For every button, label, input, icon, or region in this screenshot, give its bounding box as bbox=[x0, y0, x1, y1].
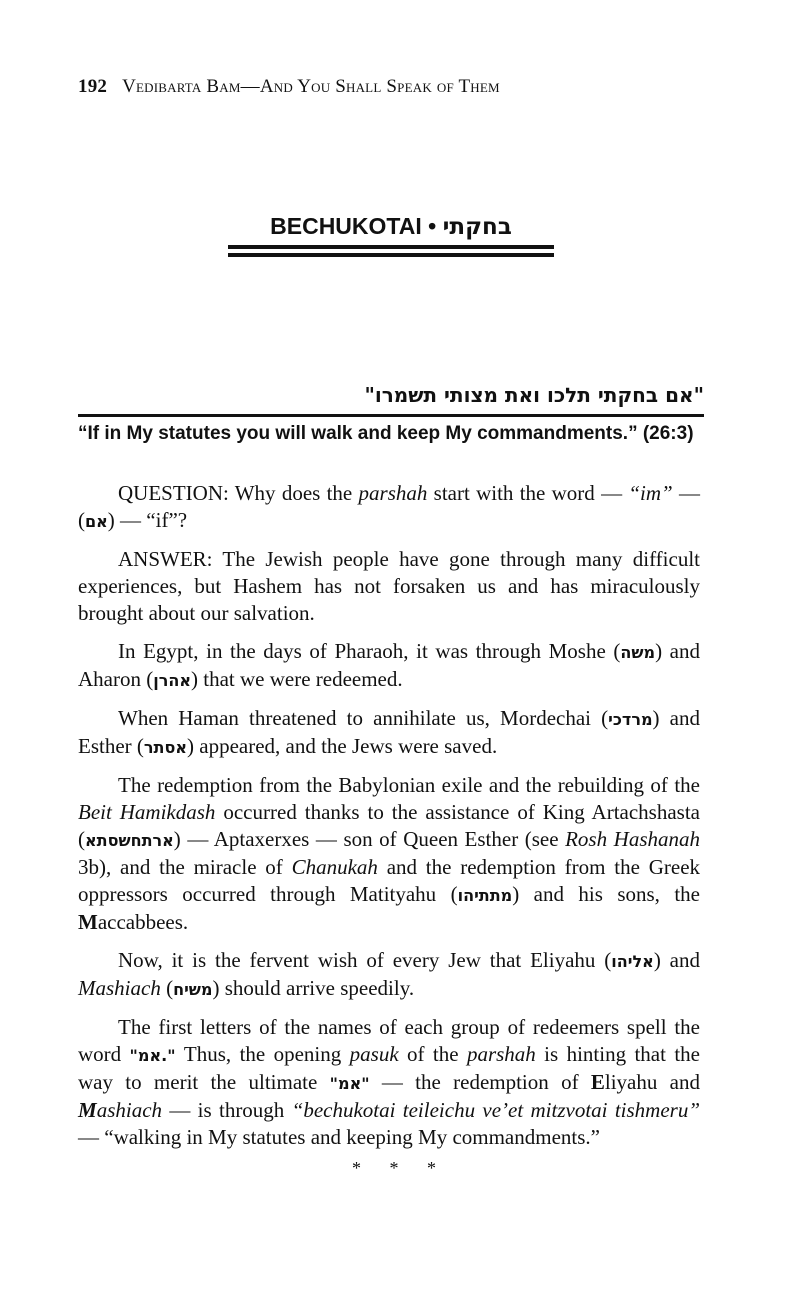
verse-rule bbox=[78, 414, 704, 417]
hebrew-word: אליהו bbox=[611, 952, 654, 971]
text: occurred thanks to the assistance of King Artachshasta ( bbox=[78, 800, 700, 851]
text: start with the word — bbox=[427, 481, 629, 505]
text: ) and his sons, the bbox=[512, 882, 700, 906]
hebrew-word: אהרן bbox=[153, 671, 191, 690]
text-bold: M bbox=[78, 910, 98, 934]
text: — is through bbox=[162, 1098, 292, 1122]
hebrew-word: אסתר bbox=[143, 738, 187, 757]
text-italic: “bechukotai teileichu ve’et mitzvotai tishmeru” bbox=[291, 1098, 700, 1122]
hebrew-word: משה bbox=[620, 643, 656, 662]
paragraph-answer bbox=[78, 546, 700, 627]
text: liyahu and bbox=[604, 1070, 701, 1094]
text-italic: pasuk bbox=[349, 1042, 399, 1066]
text: ) and Esther ( bbox=[78, 706, 700, 758]
hebrew-word: משיח bbox=[173, 980, 213, 999]
hebrew-word: "אמ." bbox=[129, 1046, 176, 1065]
chapter-title-separator: • bbox=[428, 213, 437, 239]
section-end-ornament: * * * bbox=[352, 1158, 448, 1178]
chapter-title bbox=[228, 213, 554, 240]
page-number: 192 bbox=[78, 76, 108, 97]
text: of the bbox=[398, 1042, 467, 1066]
running-title: Vedibarta Bam—And You Shall Speak of Them bbox=[122, 76, 500, 97]
text: — ( bbox=[78, 481, 700, 532]
paragraph-eliyahu bbox=[78, 947, 700, 1003]
text: Now, it is the fervent wish of every Jew that Eliyahu ( bbox=[118, 948, 612, 972]
text-bold-italic: M bbox=[78, 1098, 97, 1122]
text: In Egypt, in the days of Pharaoh, it was through Moshe ( bbox=[118, 639, 621, 663]
paragraph-egypt bbox=[78, 638, 700, 694]
text: accabbees. bbox=[97, 910, 189, 934]
paragraph-babylonian-exile bbox=[78, 772, 700, 936]
hebrew-word: מתתיהו bbox=[457, 886, 513, 905]
text: The first letters of the names of each group of redeemers spell the word bbox=[78, 1015, 700, 1066]
running-header bbox=[78, 76, 500, 98]
text: 3b), and the miracle of bbox=[78, 855, 292, 879]
text: ) — “if”? bbox=[107, 508, 188, 532]
text: ANSWER: The Jewish people have gone through many difficult experiences, but Hashem has not forsaken us and has miraculously brought about our salvation. bbox=[78, 547, 700, 625]
hebrew-word: ארתחשסתא bbox=[85, 831, 174, 850]
hebrew-word: "אמ" bbox=[329, 1074, 370, 1093]
title-rule-top bbox=[228, 245, 554, 249]
text-italic: Beit Hamikdash bbox=[78, 800, 216, 824]
title-rule-bottom bbox=[228, 253, 554, 257]
text: — “walking in My statutes and keeping My commandments.” bbox=[78, 1125, 600, 1149]
text: QUESTION: Why does the bbox=[118, 481, 359, 505]
text: ) and bbox=[653, 948, 700, 972]
text: When Haman threatened to annihilate us, Mordechai ( bbox=[118, 706, 609, 730]
text: ) and Aharon ( bbox=[78, 639, 700, 691]
text: The redemption from the Babylonian exile and the rebuilding of the bbox=[118, 773, 700, 797]
text-italic: ashiach bbox=[96, 1098, 163, 1122]
text-italic: parshah bbox=[358, 481, 428, 505]
text: ) that we were redeemed. bbox=[191, 667, 403, 691]
text-italic: parshah bbox=[466, 1042, 536, 1066]
verse-english: “If in My statutes you will walk and keep My commandments.” (26:3) bbox=[78, 423, 694, 444]
text: Thus, the opening bbox=[175, 1042, 350, 1066]
paragraph-haman bbox=[78, 705, 700, 761]
hebrew-word: אם bbox=[85, 512, 108, 531]
commentary-body bbox=[78, 480, 700, 1162]
text: — the redemption of bbox=[369, 1070, 591, 1094]
hebrew-word: מרדכי bbox=[608, 710, 653, 729]
text: and the redemption from the Greek oppressors occurred through Matityahu ( bbox=[78, 855, 701, 906]
text: ( bbox=[160, 976, 174, 1000]
chapter-title-english: BECHUKOTAI bbox=[270, 213, 422, 239]
text-italic: Mashiach bbox=[78, 976, 161, 1000]
text: is hinting that the way to merit the ultimate bbox=[78, 1042, 700, 1094]
paragraph-conclusion bbox=[78, 1014, 700, 1151]
chapter-title-hebrew: בחקתי bbox=[442, 214, 512, 240]
paragraph-question bbox=[78, 480, 700, 535]
verse-hebrew: "אם בחקתי תלכו ואת מצותי תשמרו" bbox=[364, 383, 704, 407]
text: ) — Aptaxerxes — son of Queen Esther (see bbox=[173, 827, 566, 851]
text: ) should arrive speedily. bbox=[212, 976, 415, 1000]
text: ) appeared, and the Jews were saved. bbox=[187, 734, 498, 758]
text-italic: Rosh Hashanah bbox=[565, 827, 700, 851]
text-italic: “im” bbox=[628, 481, 673, 505]
text-bold: E bbox=[590, 1070, 605, 1094]
text-italic: Chanukah bbox=[291, 855, 378, 879]
